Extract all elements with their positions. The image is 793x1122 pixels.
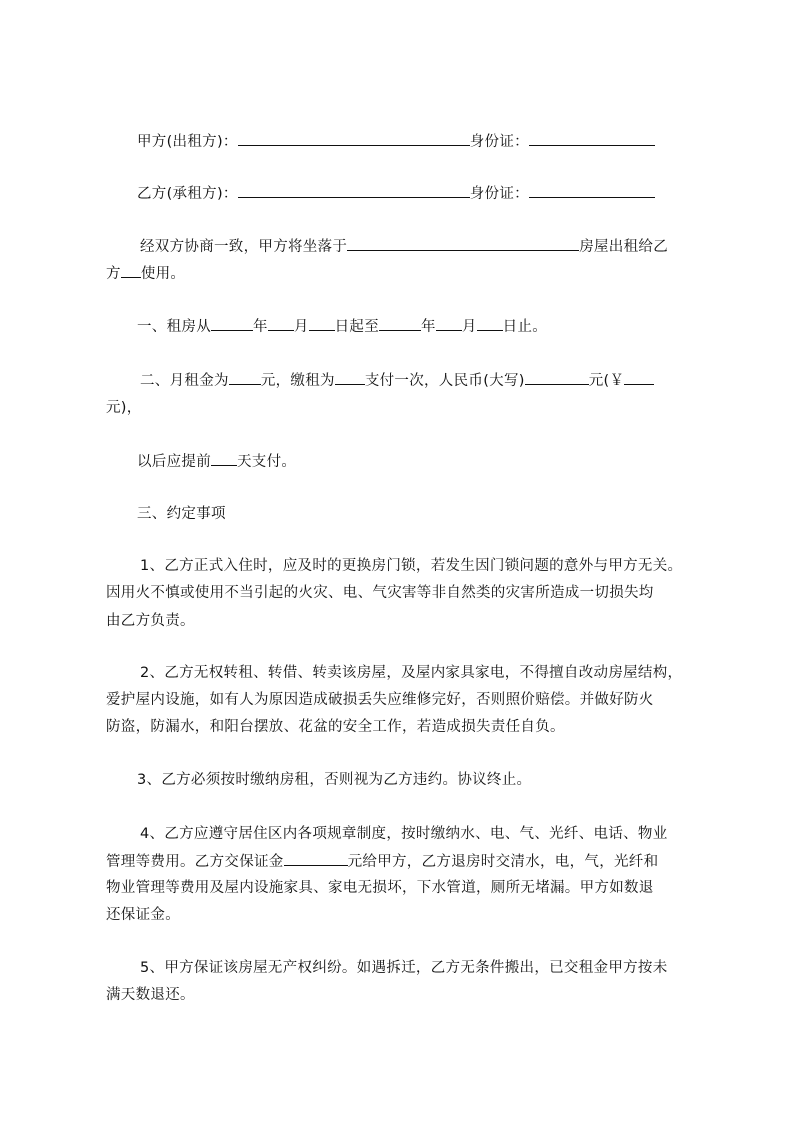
item-2-line-3 bbox=[106, 717, 565, 737]
item-4-line-3 bbox=[106, 878, 654, 898]
start-year-blank bbox=[211, 316, 253, 331]
end-day-blank bbox=[477, 316, 503, 331]
clause-2-line-2 bbox=[106, 398, 142, 418]
item-2-text-1: 2、乙方无权转租、转借、转卖该房屋，及屋内家具家电，不得擅自改动房屋结构， bbox=[140, 665, 683, 681]
party-a-line bbox=[137, 131, 655, 152]
intro-line-1-prefix: 经双方协商一致，甲方将坐落于 bbox=[140, 239, 348, 255]
start-day-blank bbox=[309, 316, 335, 331]
deposit-blank bbox=[284, 851, 348, 866]
advance-days-blank bbox=[211, 451, 237, 466]
item-5-text-2: 满天数退还。 bbox=[106, 987, 195, 1003]
amount-in-figures-blank bbox=[624, 370, 654, 385]
intro-line-2-suffix: 使用。 bbox=[140, 266, 186, 282]
item-1-line-2 bbox=[106, 583, 654, 603]
intro-line-1-suffix: 房屋出租给乙 bbox=[579, 239, 669, 255]
advance-payment-line bbox=[137, 451, 296, 472]
item-2-text-3: 防盗，防漏水，和阳台摆放、花盆的安全工作，若造成损失责任自负。 bbox=[106, 719, 565, 735]
item-1-text-1: 1、乙方正式入住时，应及时的更换房门锁，若发生因门锁问题的意外与甲方无关。 bbox=[140, 558, 683, 574]
advance-suffix: 天支付。 bbox=[237, 454, 297, 470]
intro-line-2 bbox=[106, 263, 185, 284]
item-1-line-1 bbox=[140, 556, 682, 576]
clause-3-heading-text: 三、约定事项 bbox=[137, 506, 226, 522]
clause-1-day-to: 日起至 bbox=[334, 319, 380, 335]
item-2-text-2: 爱护屋内设施，如有人为原因造成破损丢失应维修完好，否则照价赔偿。并做好防火 bbox=[106, 692, 654, 708]
clause-1-line bbox=[137, 316, 547, 337]
party-b-id-label: 身份证： bbox=[469, 186, 529, 202]
usage-blank bbox=[121, 263, 141, 278]
clause-1-year-2: 年 bbox=[421, 319, 436, 335]
item-1-text-2: 因用火不慎或使用不当引起的火灾、电、气灾害等非自然类的灾害所造成一切损失均 bbox=[106, 585, 654, 601]
end-month-blank bbox=[436, 316, 462, 331]
party-b-line bbox=[137, 183, 655, 204]
item-2-line-1 bbox=[140, 663, 682, 683]
clause-2-yuan: 元，缴租为 bbox=[260, 373, 335, 389]
item-3-line-1 bbox=[137, 770, 531, 790]
clause-1-prefix: 一、租房从 bbox=[137, 319, 211, 335]
property-location-blank bbox=[347, 236, 579, 251]
item-4-text-1: 4、乙方应遵守居住区内各项规章制度，按时缴纳水、电、气、光纤、电话、物业 bbox=[140, 826, 668, 842]
clause-2-yuan-paren: 元(￥ bbox=[588, 373, 625, 389]
item-2-line-2 bbox=[106, 690, 654, 710]
party-b-id-blank bbox=[529, 183, 655, 198]
clause-3-heading bbox=[137, 504, 226, 524]
item-4-text-2-prefix: 管理等费用。乙方交保证金 bbox=[106, 854, 284, 870]
party-a-id-label: 身份证： bbox=[469, 134, 529, 150]
item-5-text-1: 5、甲方保证该房屋无产权纠纷。如遇拆迁，乙方无条件搬出，已交租金甲方按未 bbox=[140, 960, 668, 976]
item-4-text-3: 物业管理等费用及屋内设施家具、家电无损坏，下水管道，厕所无堵漏。甲方如数退 bbox=[106, 880, 654, 896]
intro-line-2-prefix: 方 bbox=[106, 266, 121, 282]
item-5-line-2 bbox=[106, 985, 195, 1005]
clause-1-year-1: 年 bbox=[253, 319, 268, 335]
clause-1-month-2: 月 bbox=[461, 319, 477, 335]
intro-line-1 bbox=[140, 236, 668, 257]
item-1-text-3: 由乙方负责。 bbox=[106, 613, 195, 629]
clause-2-line-2-text: 元)， bbox=[106, 400, 142, 416]
item-4-line-4 bbox=[106, 905, 180, 925]
item-5-line-1 bbox=[140, 958, 668, 978]
monthly-rent-blank bbox=[229, 370, 261, 385]
item-4-line-2 bbox=[106, 851, 658, 872]
item-4-text-4: 还保证金。 bbox=[106, 907, 180, 923]
clause-1-month-1: 月 bbox=[293, 319, 309, 335]
item-3-text-1: 3、乙方必须按时缴纳房租，否则视为乙方违约。协议终止。 bbox=[137, 772, 532, 788]
clause-1-end: 日止。 bbox=[502, 319, 548, 335]
advance-prefix: 以后应提前 bbox=[137, 454, 211, 470]
clause-2-line-1 bbox=[140, 370, 654, 391]
item-4-line-1 bbox=[140, 824, 668, 844]
clause-2-pay-once: 支付一次，人民币(大写) bbox=[364, 373, 525, 389]
party-a-label: 甲方(出租方)： bbox=[137, 134, 238, 150]
amount-in-words-blank bbox=[525, 370, 589, 385]
item-4-text-2-suffix: 元给甲方，乙方退房时交清水，电，气，光纤和 bbox=[347, 854, 659, 870]
party-b-name-blank bbox=[238, 183, 470, 198]
payment-period-blank bbox=[335, 370, 365, 385]
party-a-id-blank bbox=[529, 131, 655, 146]
party-a-name-blank bbox=[238, 131, 470, 146]
party-b-label: 乙方(承租方)： bbox=[137, 186, 238, 202]
start-month-blank bbox=[268, 316, 294, 331]
end-year-blank bbox=[379, 316, 421, 331]
item-1-line-3 bbox=[106, 611, 195, 631]
clause-2-prefix: 二、月租金为 bbox=[140, 373, 229, 389]
